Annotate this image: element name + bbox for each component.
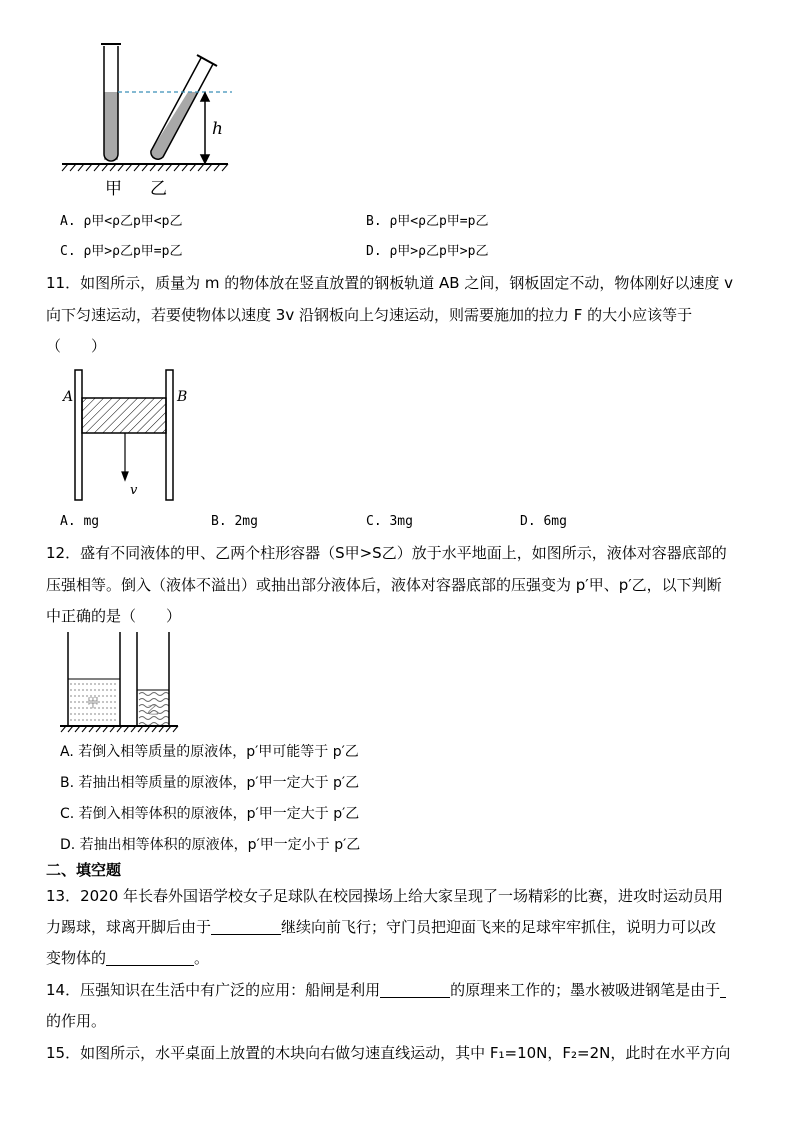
q13-line-3-part-a: 变物体的 (46, 949, 107, 967)
q12-option-b[interactable]: B. 若抽出相等质量的原液体，p′甲一定大于 p′乙 (60, 775, 360, 791)
q13-blank-2[interactable] (106, 950, 194, 966)
label-jia: 甲 (87, 696, 100, 710)
q14-blank-1[interactable] (380, 982, 450, 998)
q12-figure (60, 630, 190, 740)
label-b: B (177, 389, 188, 405)
label-yi: 乙 (150, 179, 167, 199)
q10-option-d[interactable]: D. ρ甲>ρ乙p甲>p乙 (366, 244, 489, 259)
section-title-fill-in: 二、填空题 (46, 861, 122, 879)
container-jia (68, 632, 120, 726)
label-jia: 甲 (105, 179, 122, 199)
q13-line-2-part-b: 继续向前飞行；守门员把迎面飞来的足球牢牢抓住，说明力可以改 (281, 918, 717, 936)
q13-line-3-part-b: 。 (194, 949, 210, 967)
q12-line-2: 压强相等。倒入（液体不溢出）或抽出部分液体后，液体对容器底部的压强变为 p′甲、p′乙，以下判断 (46, 576, 722, 594)
label-yi: 乙 (147, 703, 160, 717)
block (82, 398, 166, 433)
q11-option-d[interactable]: D. 6mg (520, 514, 567, 529)
q11-option-a[interactable]: A. mg (60, 514, 100, 529)
q12-line-3: 中正确的是（ ） (46, 607, 182, 625)
q11-option-c[interactable]: C. 3mg (366, 514, 413, 529)
test-tube-yi (151, 55, 217, 159)
q14-line-2: 的作用。 (46, 1012, 107, 1030)
container-yi (137, 632, 169, 726)
q10-option-c[interactable]: C. ρ甲>ρ乙p甲=p乙 (60, 244, 183, 259)
q12-line-1: 12．盛有不同液体的甲、乙两个柱形容器（S甲>S乙）放于水平地面上，如图所示，液体对容器底部的 (46, 544, 727, 562)
q10-figure (60, 40, 290, 200)
ground-hatch (62, 164, 228, 171)
q14-blank-2[interactable] (720, 982, 726, 998)
q15-line-1: 15．如图所示，水平桌面上放置的木块向右做匀速直线运动，其中 F₁=10N，F₂=2N，此时在水平方向 (46, 1044, 731, 1062)
q12-option-d[interactable]: D. 若抽出相等体积的原液体，p′甲一定小于 p′乙 (60, 837, 361, 853)
q11-line-2: 向下匀速运动，若要使物体以速度 3v 沿钢板向上匀速运动，则需要施加的拉力 F 的大小应该等于 (46, 306, 693, 324)
q13-line-1: 13．2020 年长春外国语学校女子足球队在校园操场上给大家呈现了一场精彩的比赛，进攻时运动员用 (46, 887, 724, 905)
label-h: h (212, 119, 223, 139)
q12-option-a[interactable]: A. 若倒入相等质量的原液体，p′甲可能等于 p′乙 (60, 744, 359, 760)
q14-line-1-part-b: 的原理来工作的；墨水被吸进钢笔是由于 (450, 981, 721, 999)
q13-line-2 (46, 917, 716, 937)
q10-option-b[interactable]: B. ρ甲<ρ乙p甲=p乙 (366, 214, 489, 229)
q11-option-b[interactable]: B. 2mg (211, 514, 258, 529)
steel-plate-b (166, 370, 173, 500)
q13-blank-1[interactable] (211, 919, 281, 935)
q13-line-2-part-a: 力踢球，球离开脚后由于 (46, 918, 212, 936)
q10-option-a[interactable]: A. ρ甲<ρ乙p甲<p乙 (60, 214, 183, 229)
label-a: A (63, 389, 74, 405)
q14-line-1-part-a: 14．压强知识在生活中有广泛的应用：船闸是利用 (46, 981, 381, 999)
q11-line-3: （ ） (46, 337, 107, 355)
q12-option-c[interactable]: C. 若倒入相等体积的原液体，p′甲一定大于 p′乙 (60, 806, 360, 822)
label-v: v (130, 483, 138, 498)
q13-line-3 (46, 948, 209, 968)
q11-figure (60, 365, 200, 505)
test-tube-jia (101, 44, 121, 161)
steel-plate-a (75, 370, 82, 500)
q11-line-1: 11．如图所示，质量为 m 的物体放在竖直放置的钢板轨道 AB 之间，钢板固定不动，物体刚好以速度 v (46, 274, 733, 292)
velocity-arrow (122, 433, 128, 480)
height-arrow (201, 93, 209, 163)
q14-line-1 (46, 980, 726, 1000)
